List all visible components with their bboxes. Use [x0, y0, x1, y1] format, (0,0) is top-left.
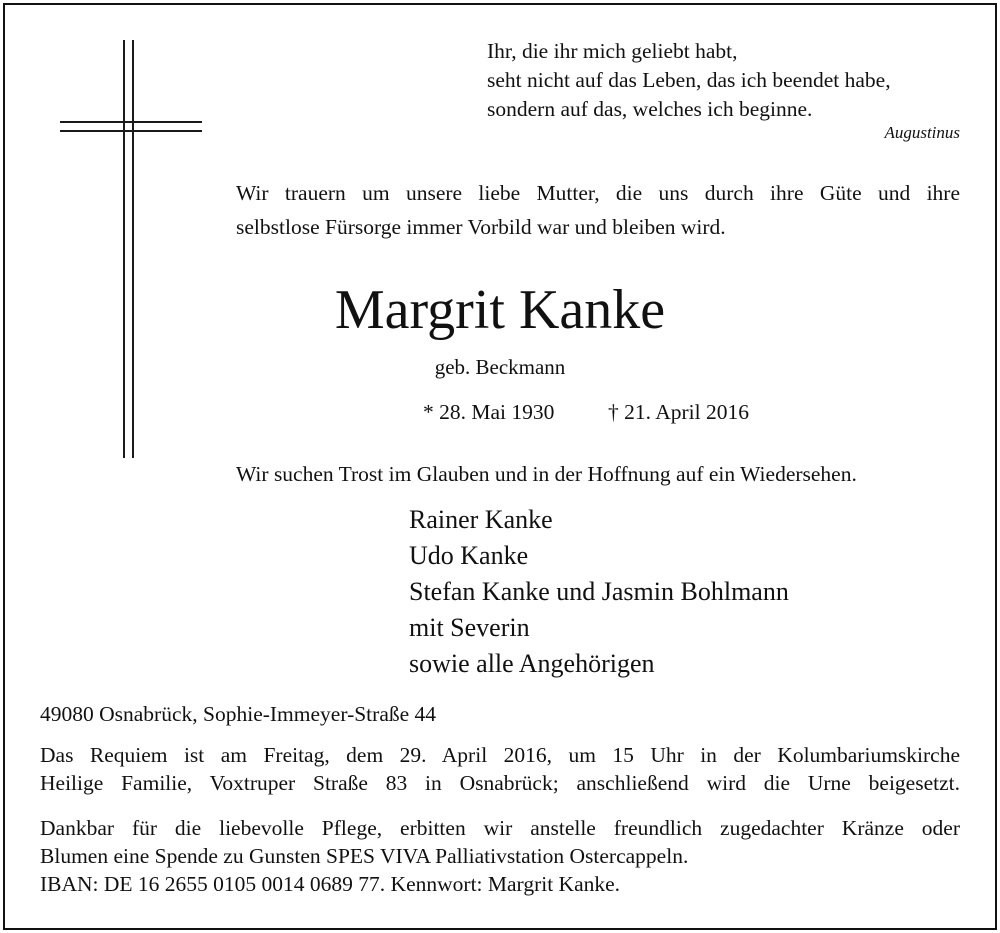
deceased-name: Margrit Kanke — [334, 279, 666, 341]
thanks-line: IBAN: DE 16 2655 0105 0014 0689 77. Kennwort: Margrit Kanke. — [40, 872, 621, 896]
thanks-text — [40, 814, 960, 898]
mourning-line: selbstlose Fürsorge immer Vorbild war und bleiben wird. — [236, 215, 726, 239]
poem-quote — [487, 37, 891, 124]
family-member: sowie alle Angehörigen — [409, 649, 655, 678]
cross-icon — [58, 40, 208, 458]
thanks-line: Blumen eine Spende zu Gunsten SPES VIVA Palliativstation Ostercappeln. — [40, 844, 689, 868]
birth-date: * 28. Mai 1930 — [423, 400, 555, 424]
mourning-text — [236, 176, 960, 244]
family-member: Rainer Kanke — [409, 505, 553, 534]
mourning-line: Wir trauern um unsere liebe Mutter, die uns durch ihre Güte und ihre — [236, 181, 960, 205]
poem-line: sondern auf das, welches ich beginne. — [487, 97, 813, 121]
family-member: mit Severin — [409, 613, 530, 642]
death-date: † 21. April 2016 — [608, 400, 749, 424]
thanks-line: Dankbar für die liebevolle Pflege, erbitten wir anstelle freundlich zugedachter Kränze oder — [40, 816, 960, 840]
hope-text: Wir suchen Trost im Glauben und in der Hoffnung auf ein Wiedersehen. — [236, 462, 857, 486]
poem-line: seht nicht auf das Leben, das ich beendet habe, — [487, 68, 891, 92]
family-member: Stefan Kanke und Jasmin Bohlmann — [409, 577, 789, 606]
requiem-line: Das Requiem ist am Freitag, dem 29. April 2016, um 15 Uhr in der Kolumbariumskirche — [40, 743, 960, 767]
requiem-line: Heilige Familie, Voxtruper Straße 83 in Osnabrück; anschließend wird die Urne beigesetzt. — [40, 771, 960, 795]
poem-line: Ihr, die ihr mich geliebt habt, — [487, 39, 738, 63]
birth-name: geb. Beckmann — [434, 355, 566, 379]
address: 49080 Osnabrück, Sophie-Immeyer-Straße 44 — [40, 702, 437, 726]
poem-author: Augustinus — [884, 123, 960, 142]
family-list — [409, 502, 789, 682]
family-member: Udo Kanke — [409, 541, 529, 570]
requiem-text — [40, 741, 960, 797]
